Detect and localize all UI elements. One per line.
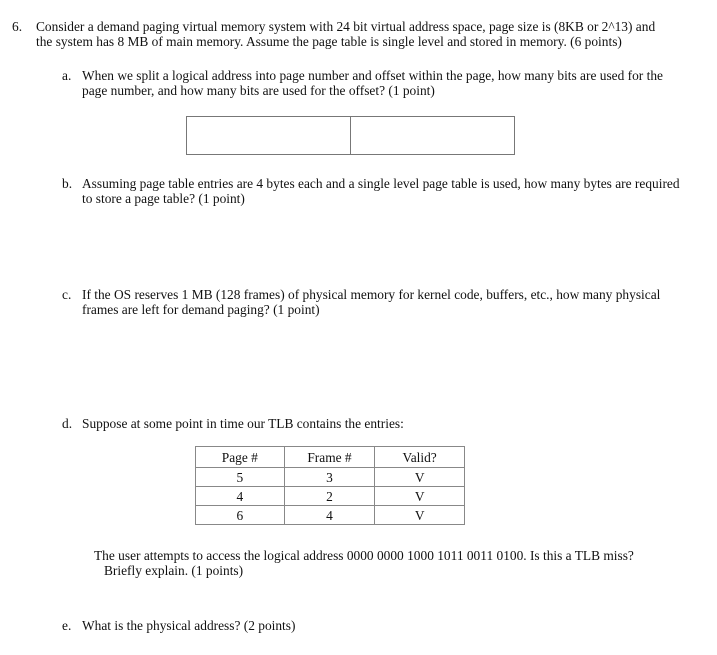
table-row: [196, 468, 465, 487]
part-c-label: c.: [62, 287, 72, 302]
question-line-1: Consider a demand paging virtual memory system with 24 bit virtual address space, page size is (8KB or 2^13) and: [36, 19, 656, 34]
tlb-header-frame: Frame #: [284, 447, 375, 468]
part-a-line-1: When we split a logical address into page number and offset within the page, how many bits are used for the: [82, 68, 663, 83]
part-e-label: e.: [62, 618, 72, 633]
table-row: [196, 487, 465, 506]
tlb-header-page: Page #: [196, 447, 285, 468]
part-e-text: What is the physical address? (2 points): [82, 618, 296, 633]
part-a-line-2: page number, and how many bits are used for the offset? (1 point): [82, 83, 435, 98]
part-d-followup-line-2: Briefly explain. (1 points): [104, 563, 244, 578]
tlb-cell-page: 4: [196, 487, 285, 506]
part-a-text: [82, 68, 702, 98]
part-d-label: d.: [62, 416, 73, 431]
tlb-table: [195, 446, 465, 525]
part-a-answer-box[interactable]: [186, 116, 515, 155]
tlb-cell-frame: 3: [284, 468, 375, 487]
part-d-followup: [94, 548, 694, 578]
part-b-line-2: to store a page table? (1 point): [82, 191, 245, 206]
table-row: [196, 506, 465, 525]
tlb-cell-page: 5: [196, 468, 285, 487]
offset-bits-answer-cell[interactable]: [350, 117, 514, 154]
tlb-cell-valid: V: [375, 506, 465, 525]
question-text: [36, 19, 706, 49]
tlb-cell-frame: 2: [284, 487, 375, 506]
tlb-cell-valid: V: [375, 468, 465, 487]
question-line-2: the system has 8 MB of main memory. Assume the page table is single level and stored in memory. (6 points): [36, 34, 622, 49]
page-number-bits-answer-cell[interactable]: [187, 117, 350, 154]
tlb-cell-valid: V: [375, 487, 465, 506]
part-b-text: [82, 176, 702, 206]
question-number: 6.: [12, 19, 23, 34]
part-d-followup-line-1: The user attempts to access the logical address 0000 0000 1000 1011 0011 0100. Is this a TLB miss?: [94, 548, 634, 563]
tlb-cell-page: 6: [196, 506, 285, 525]
part-a-label: a.: [62, 68, 72, 83]
tlb-cell-frame: 4: [284, 506, 375, 525]
tlb-header-row: [196, 447, 465, 468]
part-c-text: [82, 287, 702, 317]
part-c-line-1: If the OS reserves 1 MB (128 frames) of physical memory for kernel code, buffers, etc., how many physical: [82, 287, 661, 302]
tlb-header-valid: Valid?: [375, 447, 465, 468]
part-b-line-1: Assuming page table entries are 4 bytes each and a single level page table is used, how many bytes are required: [82, 176, 680, 191]
part-b-label: b.: [62, 176, 73, 191]
part-d-text: Suppose at some point in time our TLB contains the entries:: [82, 416, 404, 431]
part-c-line-2: frames are left for demand paging? (1 point): [82, 302, 320, 317]
